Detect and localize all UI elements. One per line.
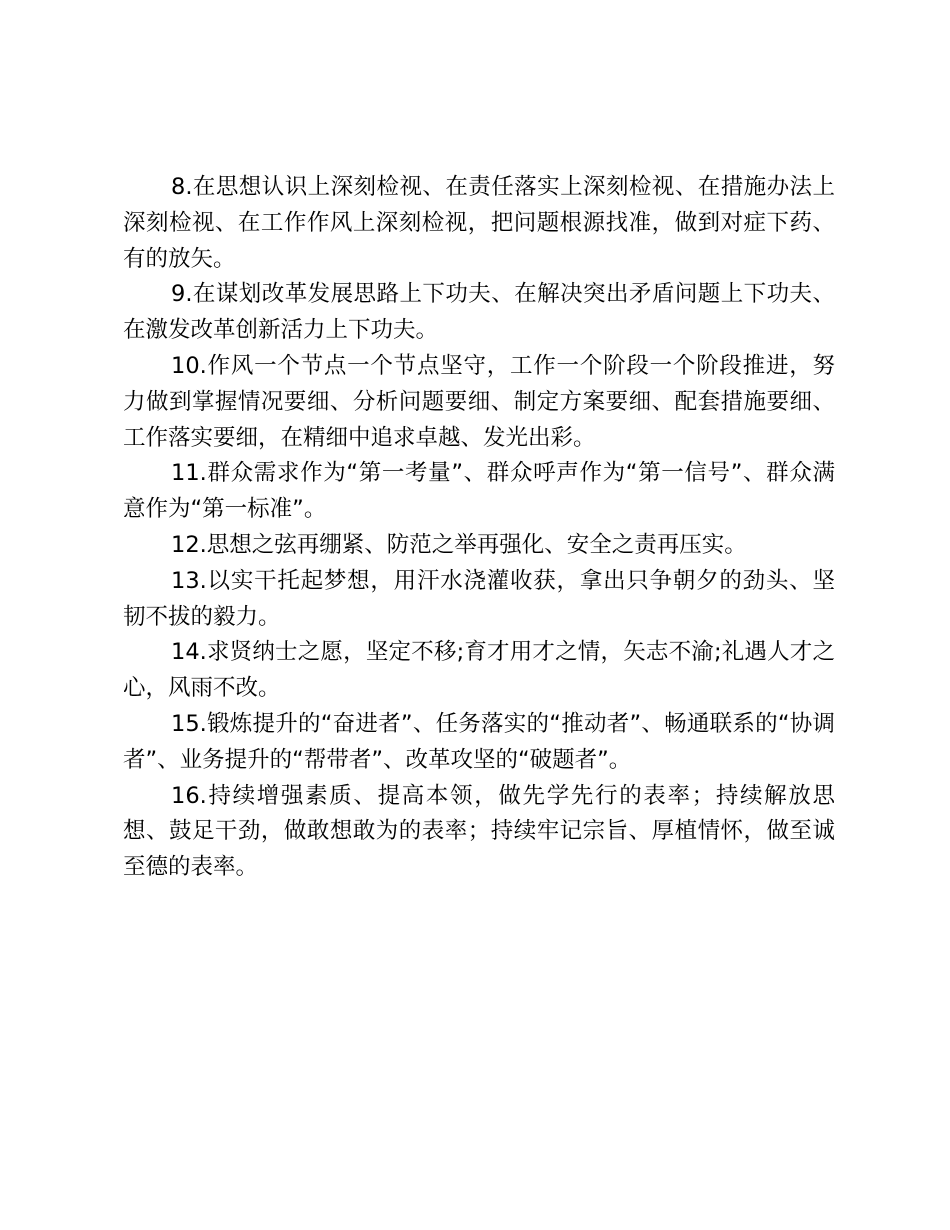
paragraph-10: 10.作风一个节点一个节点坚守，工作一个阶段一个阶段推进，努力做到掌握情况要细、分析问题要细、制定方案要细、配套措施要细、工作落实要细，在精细中追求卓越、发光出彩。 bbox=[123, 352, 835, 451]
paragraph-13: 13.以实干托起梦想，用汗水浇灌收获，拿出只争朝夕的劲头、坚韧不拔的毅力。 bbox=[123, 567, 835, 630]
paragraph-16: 16.持续增强素质、提高本领，做先学先行的表率；持续解放思想、鼓足干劲，做敢想敢为的表率；持续牢记宗旨、厚植情怀，做至诚至德的表率。 bbox=[123, 782, 835, 881]
paragraph-15: 15.锻炼提升的“奋进者”、任务落实的“推动者”、畅通联系的“协调者”、业务提升的“帮带者”、改革攻坚的“破题者”。 bbox=[123, 710, 835, 773]
paragraph-14: 14.求贤纳士之愿，坚定不移;育才用才之情，矢志不渝;礼遇人才之心，风雨不改。 bbox=[123, 639, 835, 702]
paragraph-11: 11.群众需求作为“第一考量”、群众呼声作为“第一信号”、群众满意作为“第一标准”。 bbox=[123, 460, 835, 523]
paragraph-8: 8.在思想认识上深刻检视、在责任落实上深刻检视、在措施办法上深刻检视、在工作作风上深刻检视，把问题根源找准，做到对症下药、有的放矢。 bbox=[123, 174, 835, 272]
document-body bbox=[123, 170, 835, 886]
paragraph-9: 9.在谋划改革发展思路上下功夫、在解决突出矛盾问题上下功夫、在激发改革创新活力上下功夫。 bbox=[123, 281, 835, 344]
paragraph-12: 12.思想之弦再绷紧、防范之举再强化、安全之责再压实。 bbox=[171, 531, 747, 558]
